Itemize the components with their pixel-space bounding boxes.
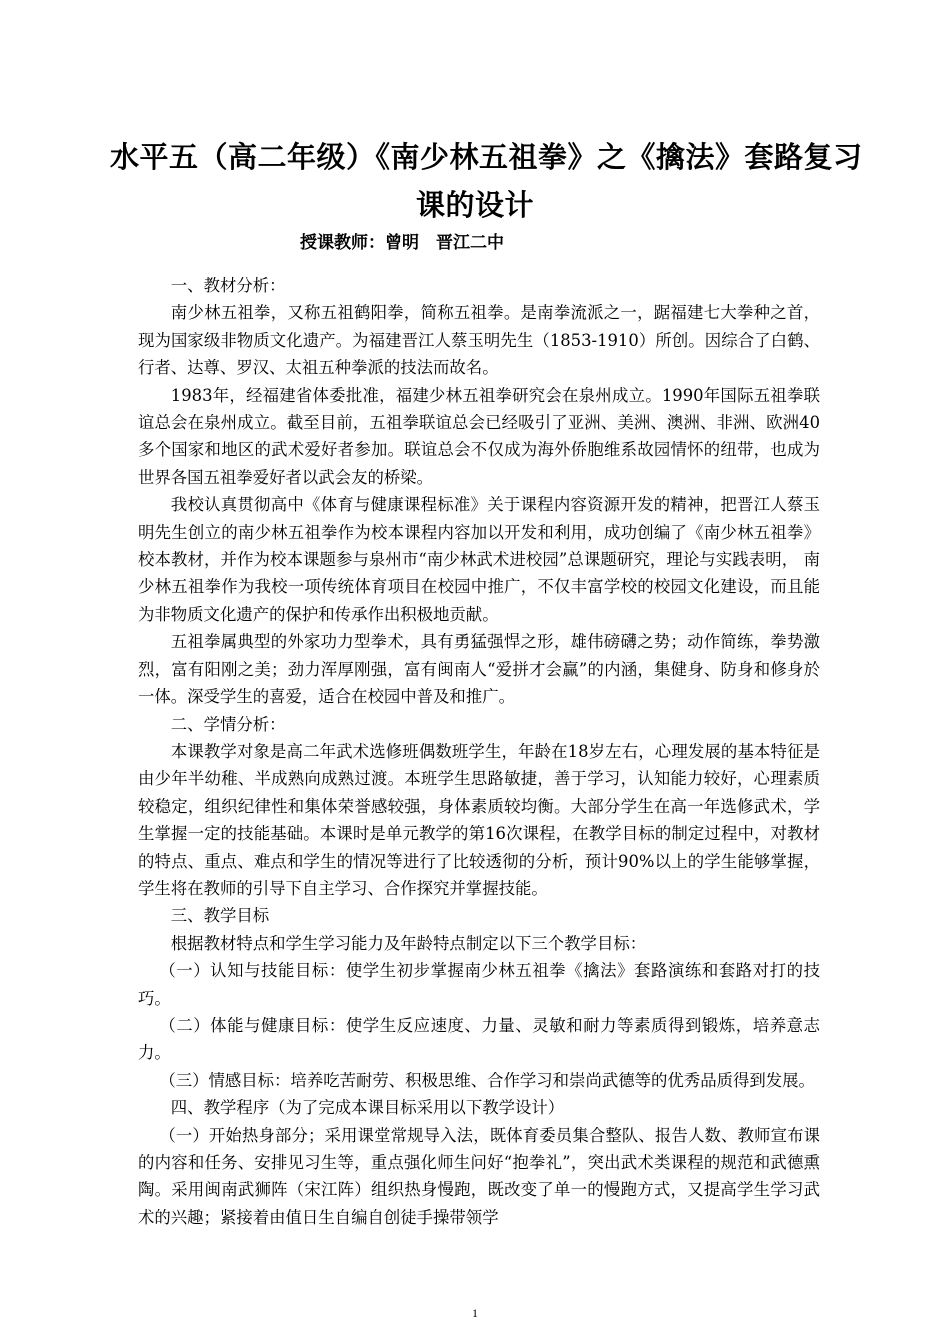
paragraph: 我校认真贯彻高中《体育与健康课程标准》关于课程内容资源开发的精神，把晋江人蔡玉明先生创立的南少林五祖拳作为校本课程内容加以开发和利用，成功创编了《南少林五祖拳》校本教材，并作为校本课题参与泉州市“南少林武术进校园”总课题研究，理论与实践表明， 南少林五祖拳作为我校一项传统体育项目在校园中推广，不仅丰富学校的校园文化建设，而且能为非物质文化遗产的保护和传承作出积极地贡献。 (138, 495, 820, 624)
paragraph: 南少林五祖拳，又称五祖鹤阳拳，简称五祖拳。是南拳流派之一，踞福建七大拳种之首，现为国家级非物质文化遗产。为福建晋江人蔡玉明先生（1853-1910）所创。因综合了白鹤、行者、达尊、罗汉、太祖五种拳派的技法而故名。 (138, 303, 820, 378)
document-title-line-1: 水平五（高二年级）《南少林五祖拳》之《擒法》套路复习 (110, 140, 863, 174)
document-body (138, 272, 820, 1231)
goal-item-cognition: （一）认知与技能目标：使学生初步掌握南少林五祖拳《擒法》套路演练和套路对打的技巧。 (138, 961, 820, 1008)
paragraph: 1983年，经福建省体委批准，福建少林五祖拳研究会在泉州成立。1990年国际五祖拳联谊总会在泉州成立。截至目前，五祖拳联谊总会已经吸引了亚洲、美洲、澳洲、非洲、欧洲40多个国家和地区的武术爱好者参加。联谊总会不仅成为海外侨胞维系故园情怀的纽带，也成为世界各国五祖拳爱好者以武会友的桥梁。 (138, 385, 820, 487)
paragraph: 根据教材特点和学生学习能力及年龄特点制定以下三个教学目标： (170, 933, 647, 953)
section-heading-student-analysis: 二、学情分析： (170, 714, 286, 734)
paragraph: 本课教学对象是高二年武术选修班偶数班学生，年龄在18岁左右，心理发展的基本特征是由少年半幼稚、半成熟向成熟过渡。本班学生思路敏捷，善于学习，认知能力较好，心理素质较稳定，组织纪律性和集体荣誉感较强，身体素质较均衡。大部分学生在高一年选修武术，学生掌握一定的技能基础。本课时是单元教学的第16次课程，在教学目标的制定过程中，对教材的特点、重点、难点和学生的情况等进行了比较透彻的分析，预计90%以上的学生能够掌握，学生将在教师的引导下自主学习、合作探究并掌握技能。 (138, 741, 820, 898)
goal-item-emotion: （三）情感目标：培养吃苦耐劳、积极思维、合作学习和崇尚武德等的优秀品质得到发展。 (159, 1070, 815, 1090)
goal-item-fitness: （二）体能与健康目标：使学生反应速度、力量、灵敏和耐力等素质得到锻炼，培养意志力。 (138, 1015, 820, 1063)
section-heading-teaching-goals: 三、教学目标 (170, 906, 270, 926)
paragraph: 五祖拳属典型的外家功力型拳术，具有勇猛强悍之形，雄伟磅礴之势；动作简练，拳势激烈，富有阳刚之美；劲力浑厚刚强，富有闽南人“爱拼才会赢”的内涵，集健身、防身和修身於一体。深受学生的喜爱，适合在校园中普及和推广。 (138, 632, 820, 707)
section-heading-teaching-procedure: 四、教学程序（为了完成本课目标采用以下教学设计） (170, 1098, 565, 1118)
section-heading-textbook-analysis: 一、教材分析： (170, 276, 286, 295)
page-number: 1 (472, 1306, 478, 1320)
paragraph: （一）开始热身部分；采用课堂常规导入法，既体育委员集合整队、报告人数、教师宣布课的内容和任务、安排见习生等，重点强化师生问好“抱拳礼”，突出武术类课程的规范和武德熏陶。采用闽南武狮阵（宋江阵）组织热身慢跑，既改变了单一的慢跑方式，又提高学生学习武术的兴趣；紧接着由值日生自编自创徒手操带领学 (138, 1125, 820, 1227)
document-title-line-2: 课的设计 (415, 188, 534, 222)
author-line: 授课教师：曾明 晋江二中 (300, 233, 504, 253)
